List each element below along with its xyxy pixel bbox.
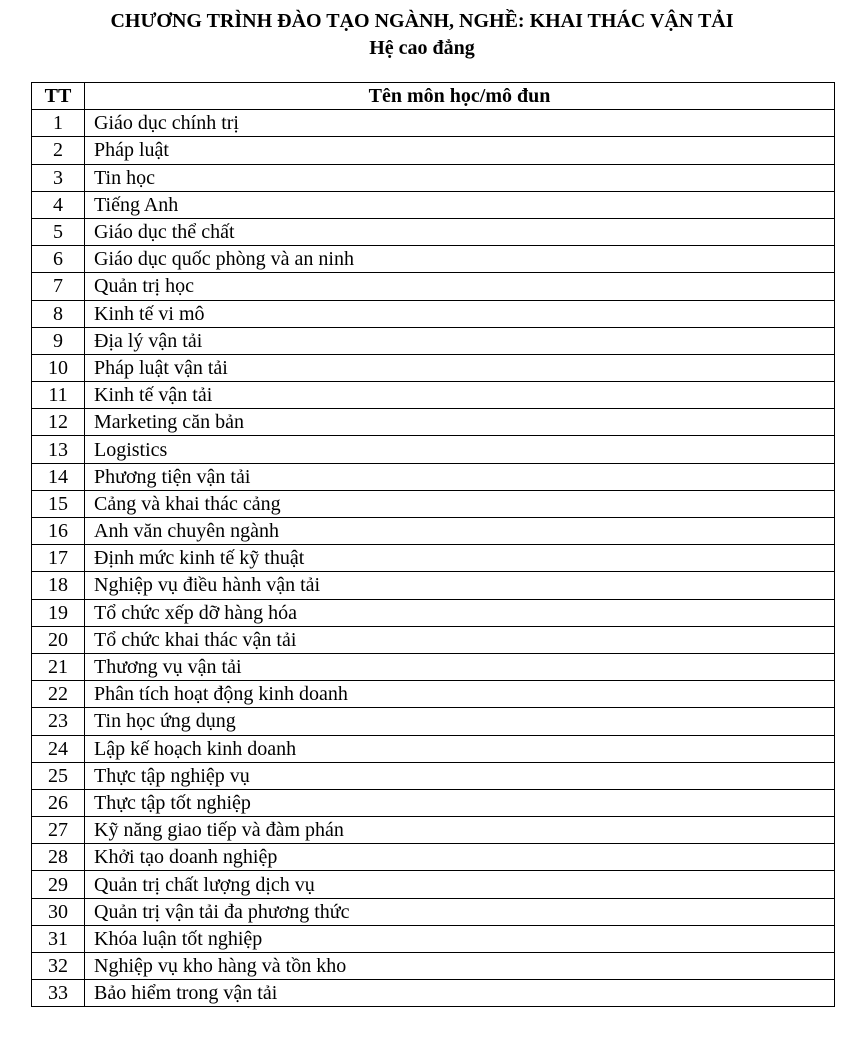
row-number: 16 (32, 518, 85, 545)
row-number: 27 (32, 817, 85, 844)
table-row (32, 844, 835, 871)
table-row (32, 898, 835, 925)
course-name: Khóa luận tốt nghiệp (85, 925, 835, 952)
table-row (32, 436, 835, 463)
table-row (32, 653, 835, 680)
row-number: 20 (32, 626, 85, 653)
course-name: Marketing căn bản (85, 409, 835, 436)
table-row (32, 218, 835, 245)
table-row (32, 708, 835, 735)
row-number: 14 (32, 463, 85, 490)
table-row (32, 789, 835, 816)
course-name: Tiếng Anh (85, 191, 835, 218)
course-name: Lập kế hoạch kinh doanh (85, 735, 835, 762)
course-name: Phân tích hoạt động kinh doanh (85, 681, 835, 708)
table-row (32, 545, 835, 572)
row-number: 10 (32, 354, 85, 381)
table-row (32, 626, 835, 653)
table-row (32, 817, 835, 844)
course-name: Kinh tế vi mô (85, 300, 835, 327)
course-name: Định mức kinh tế kỹ thuật (85, 545, 835, 572)
table-row (32, 191, 835, 218)
row-number: 21 (32, 653, 85, 680)
table-row (32, 681, 835, 708)
course-name: Giáo dục quốc phòng và an ninh (85, 246, 835, 273)
course-name: Bảo hiểm trong vận tải (85, 980, 835, 1007)
row-number: 30 (32, 898, 85, 925)
table-row (32, 463, 835, 490)
table-row (32, 953, 835, 980)
course-name: Thực tập nghiệp vụ (85, 762, 835, 789)
row-number: 8 (32, 300, 85, 327)
row-number: 22 (32, 681, 85, 708)
table-row (32, 382, 835, 409)
row-number: 18 (32, 572, 85, 599)
table-row (32, 273, 835, 300)
row-number: 19 (32, 599, 85, 626)
table-row (32, 137, 835, 164)
table-row (32, 110, 835, 137)
row-number: 6 (32, 246, 85, 273)
course-name: Kinh tế vận tải (85, 382, 835, 409)
row-number: 1 (32, 110, 85, 137)
table-row (32, 164, 835, 191)
course-table-body (32, 110, 835, 1007)
column-header-tt: TT (32, 83, 85, 110)
table-row (32, 762, 835, 789)
course-name: Quản trị vận tải đa phương thức (85, 898, 835, 925)
row-number: 17 (32, 545, 85, 572)
table-row (32, 327, 835, 354)
row-number: 33 (32, 980, 85, 1007)
course-name: Địa lý vận tải (85, 327, 835, 354)
table-header-row (32, 83, 835, 110)
table-row (32, 354, 835, 381)
course-name: Tin học (85, 164, 835, 191)
course-name: Tổ chức xếp dỡ hàng hóa (85, 599, 835, 626)
table-row (32, 409, 835, 436)
row-number: 32 (32, 953, 85, 980)
table-row (32, 871, 835, 898)
course-name: Thương vụ vận tải (85, 653, 835, 680)
course-name: Tin học ứng dụng (85, 708, 835, 735)
table-row (32, 735, 835, 762)
table-row (32, 490, 835, 517)
course-name: Nghiệp vụ điều hành vận tải (85, 572, 835, 599)
course-name: Thực tập tốt nghiệp (85, 789, 835, 816)
table-row (32, 518, 835, 545)
row-number: 13 (32, 436, 85, 463)
course-name: Quản trị học (85, 273, 835, 300)
row-number: 2 (32, 137, 85, 164)
course-name: Tổ chức khai thác vận tải (85, 626, 835, 653)
row-number: 24 (32, 735, 85, 762)
course-name: Nghiệp vụ kho hàng và tồn kho (85, 953, 835, 980)
course-name: Quản trị chất lượng dịch vụ (85, 871, 835, 898)
course-name: Pháp luật vận tải (85, 354, 835, 381)
row-number: 12 (32, 409, 85, 436)
row-number: 26 (32, 789, 85, 816)
row-number: 29 (32, 871, 85, 898)
row-number: 7 (32, 273, 85, 300)
course-table (31, 82, 835, 1007)
document-title: CHƯƠNG TRÌNH ĐÀO TẠO NGÀNH, NGHỀ: KHAI THÁC VẬN TẢI (110, 10, 734, 32)
row-number: 9 (32, 327, 85, 354)
course-name: Khởi tạo doanh nghiệp (85, 844, 835, 871)
row-number: 11 (32, 382, 85, 409)
course-name: Pháp luật (85, 137, 835, 164)
course-name: Cảng và khai thác cảng (85, 490, 835, 517)
course-name: Phương tiện vận tải (85, 463, 835, 490)
course-name: Giáo dục thể chất (85, 218, 835, 245)
row-number: 25 (32, 762, 85, 789)
row-number: 15 (32, 490, 85, 517)
table-row (32, 300, 835, 327)
course-name: Anh văn chuyên ngành (85, 518, 835, 545)
table-row (32, 925, 835, 952)
table-row (32, 246, 835, 273)
course-name: Logistics (85, 436, 835, 463)
row-number: 23 (32, 708, 85, 735)
course-name: Giáo dục chính trị (85, 110, 835, 137)
document-subtitle: Hệ cao đẳng (369, 37, 475, 59)
table-row (32, 599, 835, 626)
row-number: 5 (32, 218, 85, 245)
course-name: Kỹ năng giao tiếp và đàm phán (85, 817, 835, 844)
column-header-course-name: Tên môn học/mô đun (85, 83, 835, 110)
table-row (32, 572, 835, 599)
row-number: 3 (32, 164, 85, 191)
row-number: 31 (32, 925, 85, 952)
table-row (32, 980, 835, 1007)
row-number: 4 (32, 191, 85, 218)
row-number: 28 (32, 844, 85, 871)
